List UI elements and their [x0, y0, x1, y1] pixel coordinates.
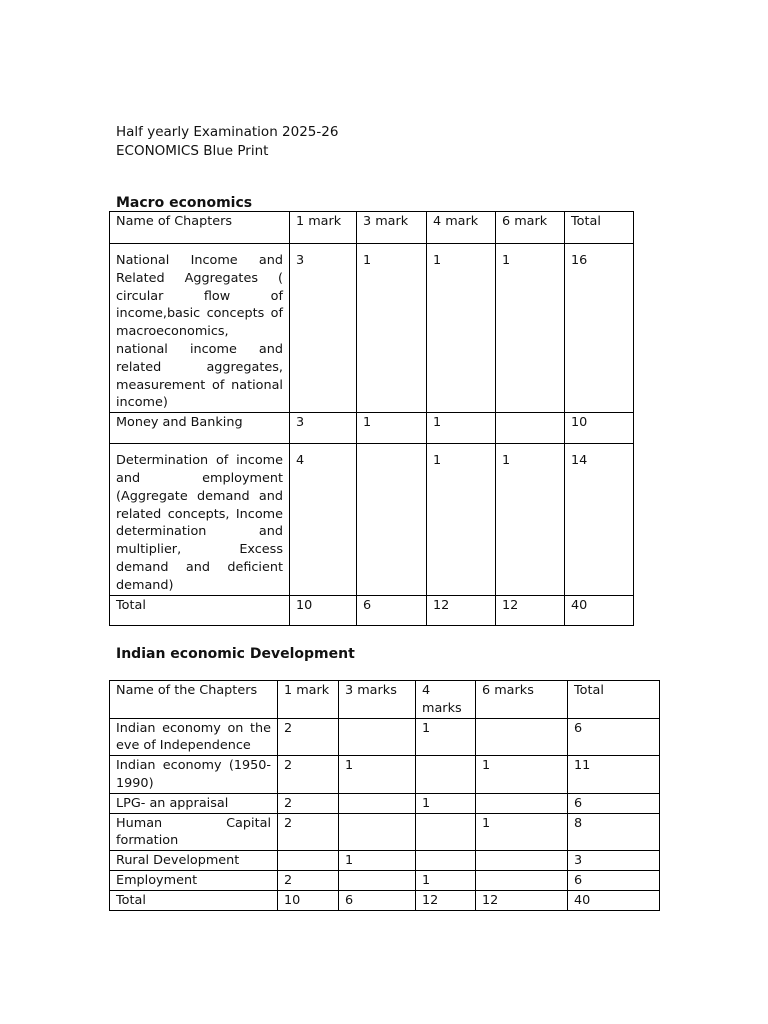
table-cell: 1 [496, 244, 565, 413]
table-cell: 6 [568, 793, 660, 813]
table-row [110, 793, 660, 813]
table-cell: 10 [278, 890, 339, 910]
table-cell [416, 851, 476, 871]
table-row [110, 413, 634, 444]
table-total-row [110, 595, 634, 625]
table-cell [476, 718, 568, 756]
chapter-name: LPG- an appraisal [110, 793, 278, 813]
table-cell: 10 [565, 413, 634, 444]
table-header-row [110, 212, 634, 244]
column-header: Name of the Chapters [110, 681, 278, 719]
table-cell: 1 [339, 756, 416, 794]
table-cell: 2 [278, 793, 339, 813]
table-cell: 2 [278, 718, 339, 756]
table-cell [416, 756, 476, 794]
column-header: 1 mark [278, 681, 339, 719]
table-cell: 16 [565, 244, 634, 413]
chapter-name: National Income and Related Aggregates ( circular flow of income,basic concepts of macroeconomics, national income and related aggregates, measurement of national income) [110, 244, 290, 413]
table-cell: 10 [290, 595, 357, 625]
table-cell: 1 [427, 444, 496, 595]
table-cell: 12 [476, 890, 568, 910]
chapter-name: Employment [110, 870, 278, 890]
table-cell [339, 870, 416, 890]
table-cell: 1 [416, 870, 476, 890]
table-cell: 8 [568, 813, 660, 851]
table-cell [278, 851, 339, 871]
table-cell: 1 [357, 244, 427, 413]
chapter-name: Rural Development [110, 851, 278, 871]
chapter-name: Indian economy (1950-1990) [110, 756, 278, 794]
table-cell [357, 444, 427, 595]
table-cell: 2 [278, 756, 339, 794]
table-cell: 6 [568, 870, 660, 890]
total-label: Total [110, 595, 290, 625]
table-row [110, 870, 660, 890]
table-cell: 12 [416, 890, 476, 910]
exam-title: Half yearly Examination 2025-26 [116, 124, 339, 140]
table-cell: 1 [476, 756, 568, 794]
table-cell [416, 813, 476, 851]
table-row [110, 718, 660, 756]
column-header: 6 mark [496, 212, 565, 244]
column-header: Total [565, 212, 634, 244]
table-row [110, 444, 634, 595]
table-cell [339, 793, 416, 813]
column-header: 4 marks [416, 681, 476, 719]
table-cell [339, 718, 416, 756]
table-total-row [110, 890, 660, 910]
column-header: 4 mark [427, 212, 496, 244]
macro-table [109, 211, 634, 626]
table-cell [339, 813, 416, 851]
table-cell: 6 [339, 890, 416, 910]
chapter-name: Indian economy on the eve of Independence [110, 718, 278, 756]
table-cell: 11 [568, 756, 660, 794]
column-header: Name of Chapters [110, 212, 290, 244]
total-label: Total [110, 890, 278, 910]
table-cell: 1 [496, 444, 565, 595]
column-header: Total [568, 681, 660, 719]
table-cell: 1 [476, 813, 568, 851]
table-cell [476, 870, 568, 890]
column-header: 6 marks [476, 681, 568, 719]
column-header: 3 marks [339, 681, 416, 719]
table-cell: 12 [496, 595, 565, 625]
table-cell: 1 [416, 793, 476, 813]
table-header-row [110, 681, 660, 719]
column-header: 1 mark [290, 212, 357, 244]
table-cell: 40 [565, 595, 634, 625]
table-cell: 2 [278, 813, 339, 851]
table-cell: 12 [427, 595, 496, 625]
table-cell: 1 [416, 718, 476, 756]
table-cell: 2 [278, 870, 339, 890]
table-cell: 1 [357, 413, 427, 444]
table-row [110, 756, 660, 794]
macro-heading: Macro economics [116, 195, 253, 211]
table-cell: 6 [357, 595, 427, 625]
table-cell: 3 [568, 851, 660, 871]
ied-heading: Indian economic Development [116, 646, 355, 662]
table-cell: 1 [339, 851, 416, 871]
ied-table [109, 680, 660, 911]
chapter-name: Money and Banking [110, 413, 290, 444]
table-cell: 3 [290, 244, 357, 413]
table-row [110, 244, 634, 413]
table-cell: 1 [427, 244, 496, 413]
table-cell: 6 [568, 718, 660, 756]
table-cell [476, 793, 568, 813]
table-row [110, 851, 660, 871]
table-row [110, 813, 660, 851]
table-cell: 3 [290, 413, 357, 444]
table-cell [496, 413, 565, 444]
table-cell: 1 [427, 413, 496, 444]
table-cell: 40 [568, 890, 660, 910]
column-header: 3 mark [357, 212, 427, 244]
chapter-name: Human Capital formation [110, 813, 278, 851]
table-cell [476, 851, 568, 871]
table-cell: 4 [290, 444, 357, 595]
exam-subtitle: ECONOMICS Blue Print [116, 143, 269, 159]
table-cell: 14 [565, 444, 634, 595]
chapter-name: Determination of income and employment (Aggregate demand and related concepts, Income determination and multiplier, Excess demand and deficient demand) [110, 444, 290, 595]
